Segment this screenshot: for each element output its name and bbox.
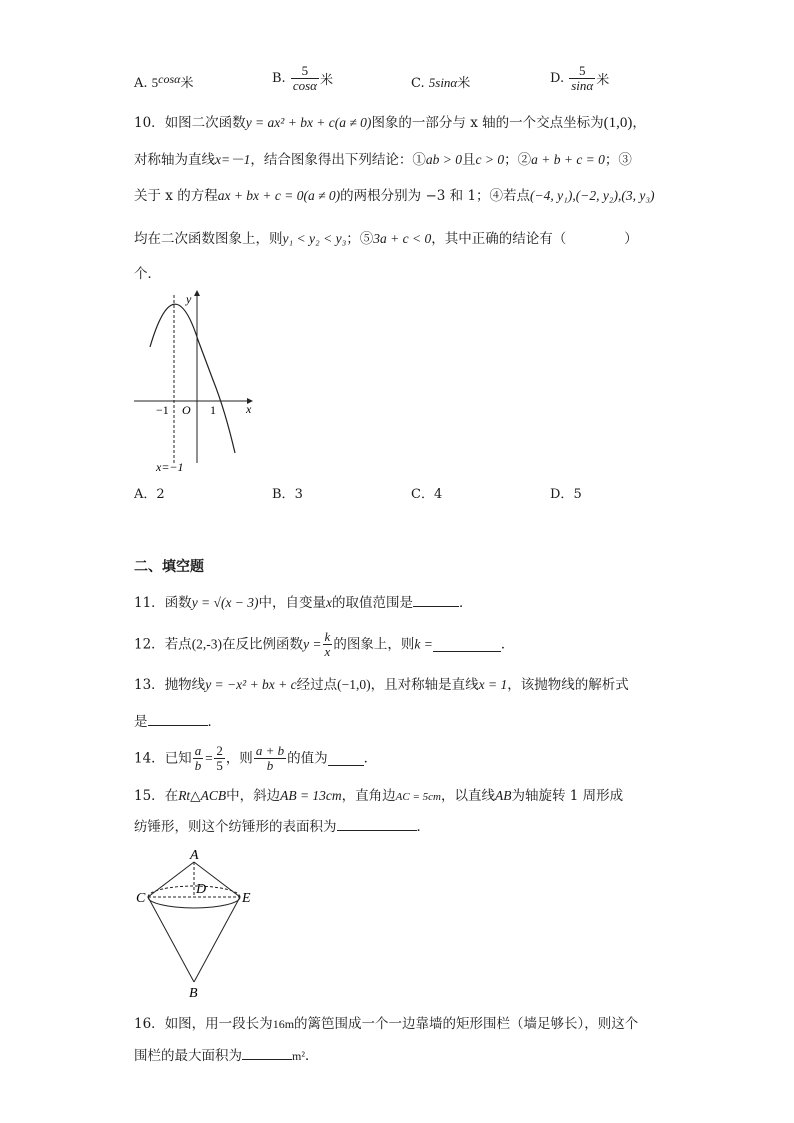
edge-cb xyxy=(148,897,194,982)
q9-option-d: D. $\frac{5}{\sin\alpha}$ 米 xyxy=(550,63,610,93)
q10-line2: 对称轴为直线x=－1，结合图象得出下列结论：①ab > 0且c > 0；②a + b + c = 0；③ xyxy=(134,152,632,168)
q10-line4: 均在二次函数图象上，则y₁ < y₂ < y₃；⑤3a + c < 0，其中正确的结论有（ ） xyxy=(134,231,638,247)
q10-option-b: B．3 xyxy=(272,487,303,502)
label-e: E xyxy=(242,891,251,906)
y-axis-label: y xyxy=(186,292,192,306)
q13-answer-blank[interactable] xyxy=(148,711,208,726)
parabola-curve xyxy=(150,304,235,453)
q10-option-d: D．5 xyxy=(550,487,582,502)
q12: 12．若点(2,-3)在反比例函数y = $\frac{k}{x}$ 的图象上，则k = ． xyxy=(134,629,515,659)
q10-option-a: A．2 xyxy=(134,487,165,502)
label-a: A xyxy=(190,848,199,863)
section-title: 二、填空题 xyxy=(134,559,204,575)
label-d: D xyxy=(196,882,207,897)
edge-ac xyxy=(148,862,194,897)
axis-note: x=−1 xyxy=(156,460,184,474)
origin-label: O xyxy=(182,403,191,417)
q15-answer-blank[interactable] xyxy=(337,816,417,831)
q10-line3: 关于 x 的方程ax + bx + c = 0(a ≠ 0)的两根分别为 −3 和 1；④若点(−4, y₁),(−2, y₂),(3, y₃) xyxy=(134,188,655,204)
label-b: B xyxy=(189,986,198,1000)
q10-parabola-graph xyxy=(130,285,260,475)
q10-line1: 10．如图二次函数y = ax² + bx + c(a ≠ 0)图象的一部分与 x 轴的一个交点坐标为(1,0)， xyxy=(134,115,646,131)
q16-line2: 围栏的最大面积为 m²． xyxy=(134,1045,318,1066)
q15-line2: 纺锤形，则这个纺锤形的表面积为 ． xyxy=(134,816,430,837)
tick-1: 1 xyxy=(210,403,216,417)
q10-option-c: C．4 xyxy=(411,487,443,502)
q14-answer-blank[interactable] xyxy=(328,751,364,766)
q9-option-c: C. 5sinα米 xyxy=(411,75,471,91)
q16-line1: 16．如图，用一段长为16m的篱笆围成一个一边靠墙的矩形围栏（墙足够长），则这个 xyxy=(134,1016,639,1032)
ellipse-front xyxy=(148,897,240,908)
q9-option-b: B. $\frac{5}{\cos\alpha}$ 米 xyxy=(272,63,333,93)
q13-line2: 是 ． xyxy=(134,711,221,732)
x-axis-label: x xyxy=(246,402,252,416)
label-c: C xyxy=(136,891,146,906)
edge-eb xyxy=(194,897,240,982)
q13-line1: 13．抛物线y = −x² + bx + c经过点(−1,0)，且对称轴是直线x = 1，该抛物线的解析式 xyxy=(134,677,629,693)
q14: 14．已知 $\frac{a}{b}$ = $\frac{2}{5}$ ，则 $\frac{a + b}{b}$ 的值为 ． xyxy=(134,743,378,773)
q15-spindle-figure xyxy=(130,845,260,1000)
q11-answer-blank[interactable] xyxy=(413,592,459,607)
q10-line5: 个． xyxy=(134,266,161,282)
q9-option-a: A. 5cosα米 xyxy=(134,72,194,91)
q11: 11．函数y = √(x − 3)中，自变量x的取值范围是 ． xyxy=(134,592,473,613)
q15-line1: 15．在Rt△ACB中，斜边AB = 13cm，直角边AC = 5cm，以直线AB为轴旋转 1 周形成 xyxy=(134,788,624,804)
tick-neg1: −1 xyxy=(156,403,169,417)
q12-answer-blank[interactable] xyxy=(433,637,501,652)
q16-answer-blank[interactable] xyxy=(242,1045,292,1060)
